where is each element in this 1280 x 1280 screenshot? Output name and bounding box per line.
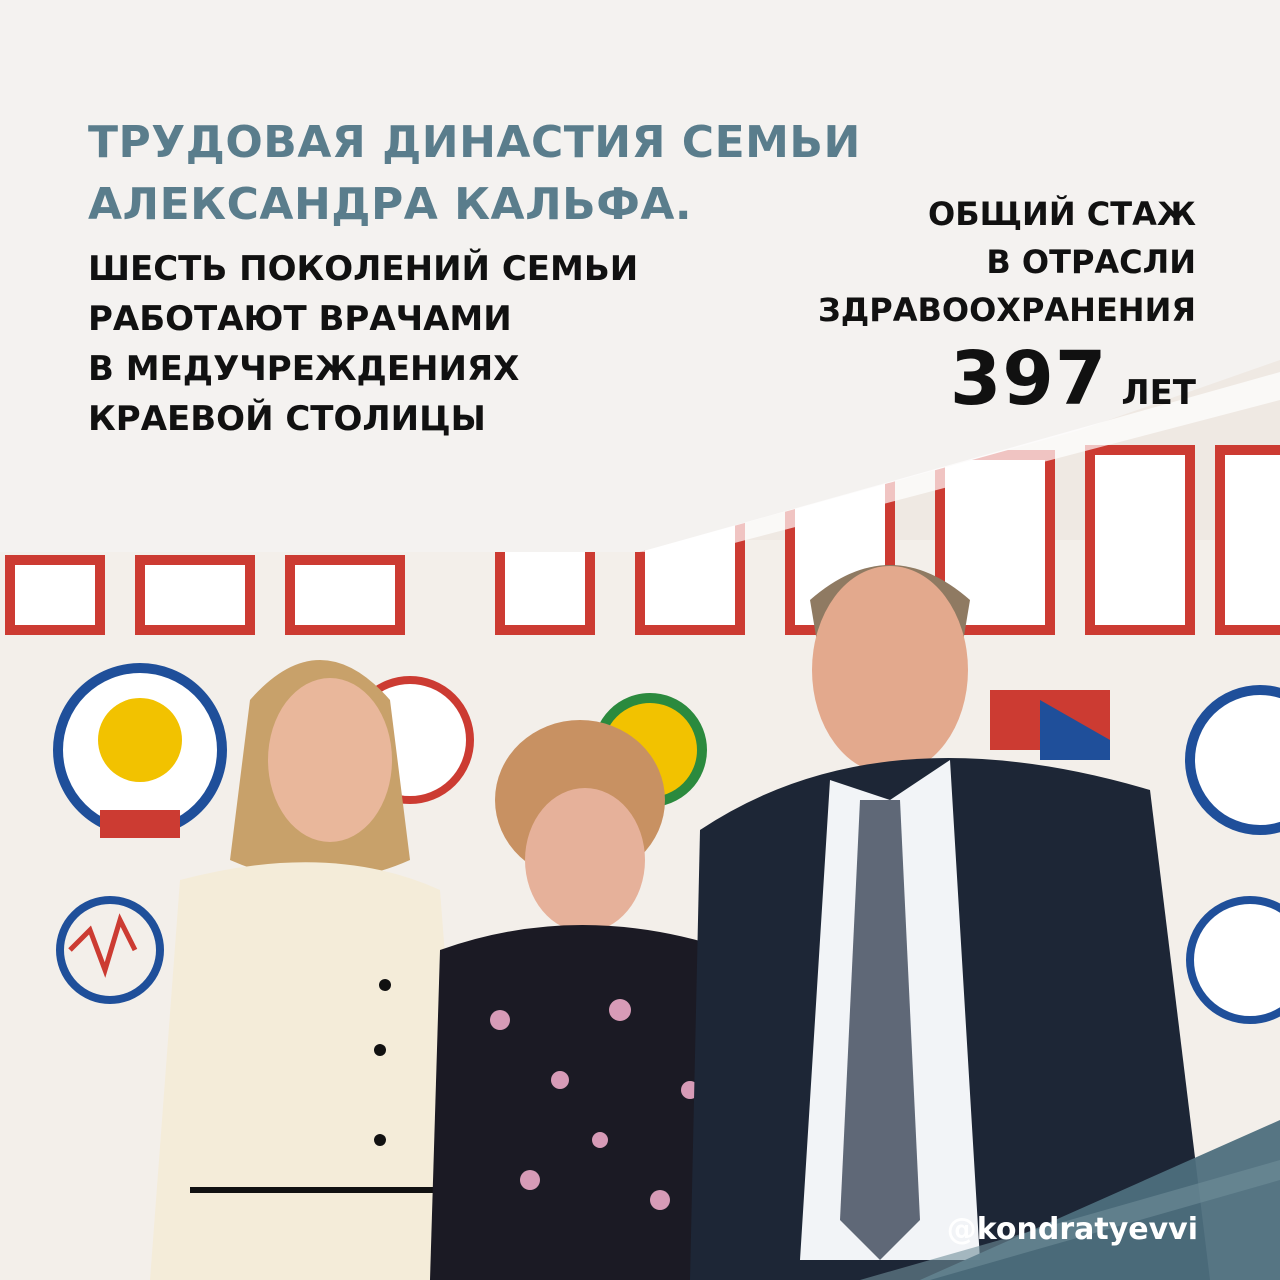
stat-number: 397: [949, 336, 1108, 422]
stat-value: [950, 336, 1196, 422]
stat-label-line-2: В ОТРАСЛИ: [986, 243, 1196, 281]
subheading-line-1: ШЕСТЬ ПОКОЛЕНИЙ СЕМЬИ: [88, 249, 639, 289]
stat-label-line-3: ЗДРАВООХРАНЕНИЯ: [818, 291, 1196, 329]
subheading-line-4: КРАЕВОЙ СТОЛИЦЫ: [88, 399, 486, 439]
subheading-line-2: РАБОТАЮТ ВРАЧАМИ: [88, 299, 512, 339]
subheading: [88, 244, 638, 444]
headline-line-2: АЛЕКСАНДРА КАЛЬФА.: [88, 179, 693, 230]
headline-line-1: ТРУДОВАЯ ДИНАСТИЯ СЕМЬИ: [88, 117, 861, 168]
stat-unit: ЛЕТ: [1121, 373, 1196, 413]
stat-label: [818, 190, 1196, 334]
prvt-emblem-icon: [990, 690, 1110, 760]
social-handle: @kondratyevvi: [946, 1212, 1198, 1247]
profsoyuz-emblem-icon: [58, 668, 222, 838]
headline: [88, 112, 861, 236]
stat-label-line-1: ОБЩИЙ СТАЖ: [928, 195, 1196, 233]
subheading-line-3: В МЕДУЧРЕЖДЕНИЯХ: [88, 349, 520, 389]
